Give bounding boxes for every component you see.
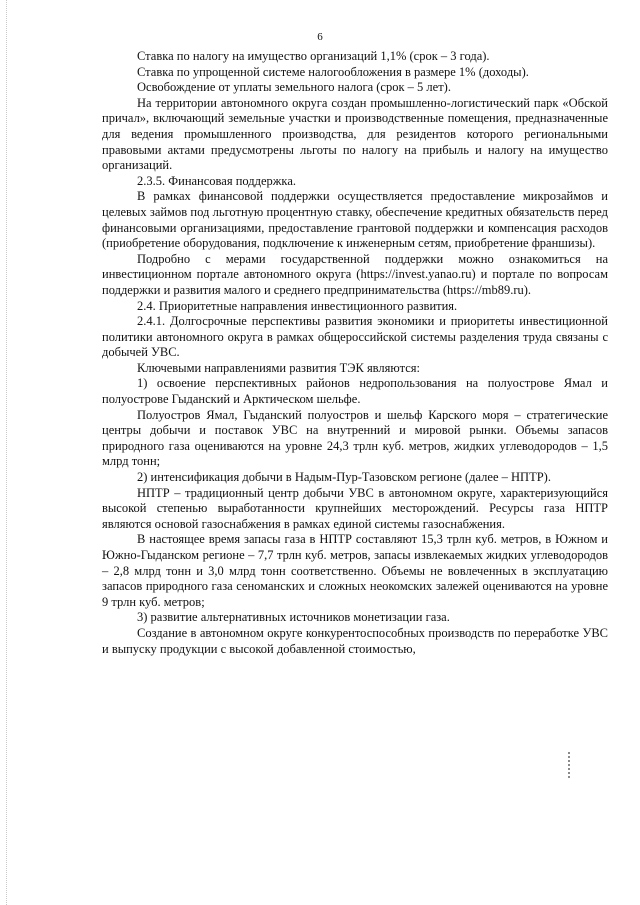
page-number: 6 (317, 31, 323, 43)
list-item: 3) развитие альтернативных источников монетизации газа. (137, 610, 450, 625)
paragraph: НПТР – традиционный центр добычи УВС в автономном округе, характеризующийся высокой степенью выработанности крупнейших месторождений. Ресурсы газа НПТР являются основой газоснабжения в рамках единой системы газоснабжения. (102, 485, 608, 531)
paragraph: 2.4.1. Долгосрочные перспективы развития экономики и приоритеты инвестиционной политики автономного округа в рамках общероссийской системы разделения труда связаны с добычей УВС. (102, 314, 608, 360)
scan-margin-line (6, 0, 7, 905)
list-item: 1) освоение перспективных районов недропользования на полуострове Ямал и полуострове Гыданский и Арктическом шельфе. (102, 376, 608, 407)
document-body (102, 49, 608, 657)
paragraph: Полуостров Ямал, Гыданский полуостров и шельф Карского моря – стратегические центры добычи и поставок УВС на внутренний и мировой рынки. Объемы запасов природного газа оцениваются на уровне 24,3 трлн куб. метров, жидких углеводородов – 1,5 млрд тонн; (102, 407, 608, 469)
paragraph: На территории автономного округа создан промышленно-логистический парк «Обской причал», включающий земельные участки и производственные помещения, предназначенные для ведения промышленного производства, для резидентов которого региональными правовыми актами предусмотрены льготы по налогу на прибыль и налогу на имущество организаций. (102, 95, 608, 173)
paragraph: Подробно с мерами государственной поддержки можно ознакомиться на инвестиционном портале автономного округа (https://invest.yanao.ru) и портале по вопросам поддержки и развития малого и среднего предпринимательства (https://mb89.ru). (102, 251, 608, 297)
list-item: 2) интенсификация добычи в Надым-Пур-Тазовском регионе (далее – НПТР). (137, 470, 551, 485)
scan-artifact (568, 752, 572, 778)
paragraph: В рамках финансовой поддержки осуществляется предоставление микрозаймов и целевых займов под льготную процентную ставку, обеспечение кредитных обязательств перед финансовыми организациями, предоставление грантовой поддержки и компенсация расходов (приобретение оборудования, подключение к инженерным сетям, приобретение франшизы). (102, 189, 608, 251)
section-heading: 2.4. Приоритетные направления инвестиционного развития. (137, 298, 458, 313)
paragraph: Ставка по упрощенной системе налогообложения в размере 1% (доходы). (137, 64, 529, 79)
paragraph: Ставка по налогу на имущество организаций 1,1% (срок – 3 года). (137, 49, 490, 63)
paragraph: Освобождение от уплаты земельного налога (срок – 5 лет). (137, 80, 451, 95)
section-heading: 2.3.5. Финансовая поддержка. (137, 173, 296, 188)
paragraph: Создание в автономном округе конкурентоспособных производств по переработке УВС и выпуску продукции с высокой добавленной стоимостью, (102, 625, 608, 656)
paragraph: Ключевыми направлениями развития ТЭК являются: (137, 360, 420, 375)
paragraph: В настоящее время запасы газа в НПТР составляют 15,3 трлн куб. метров, в Южном и Южно-Гыданском регионе – 7,7 трлн куб. метров, запасы извлекаемых жидких углеводородов – 2,8 млрд тонн и 3,0 млрд тонн соответственно. Объемы не вовлеченных в эксплуатацию запасов природного газа сеноманских и сложных неокомских залежей оцениваются на уровне 9 трлн куб. метров; (102, 532, 608, 609)
